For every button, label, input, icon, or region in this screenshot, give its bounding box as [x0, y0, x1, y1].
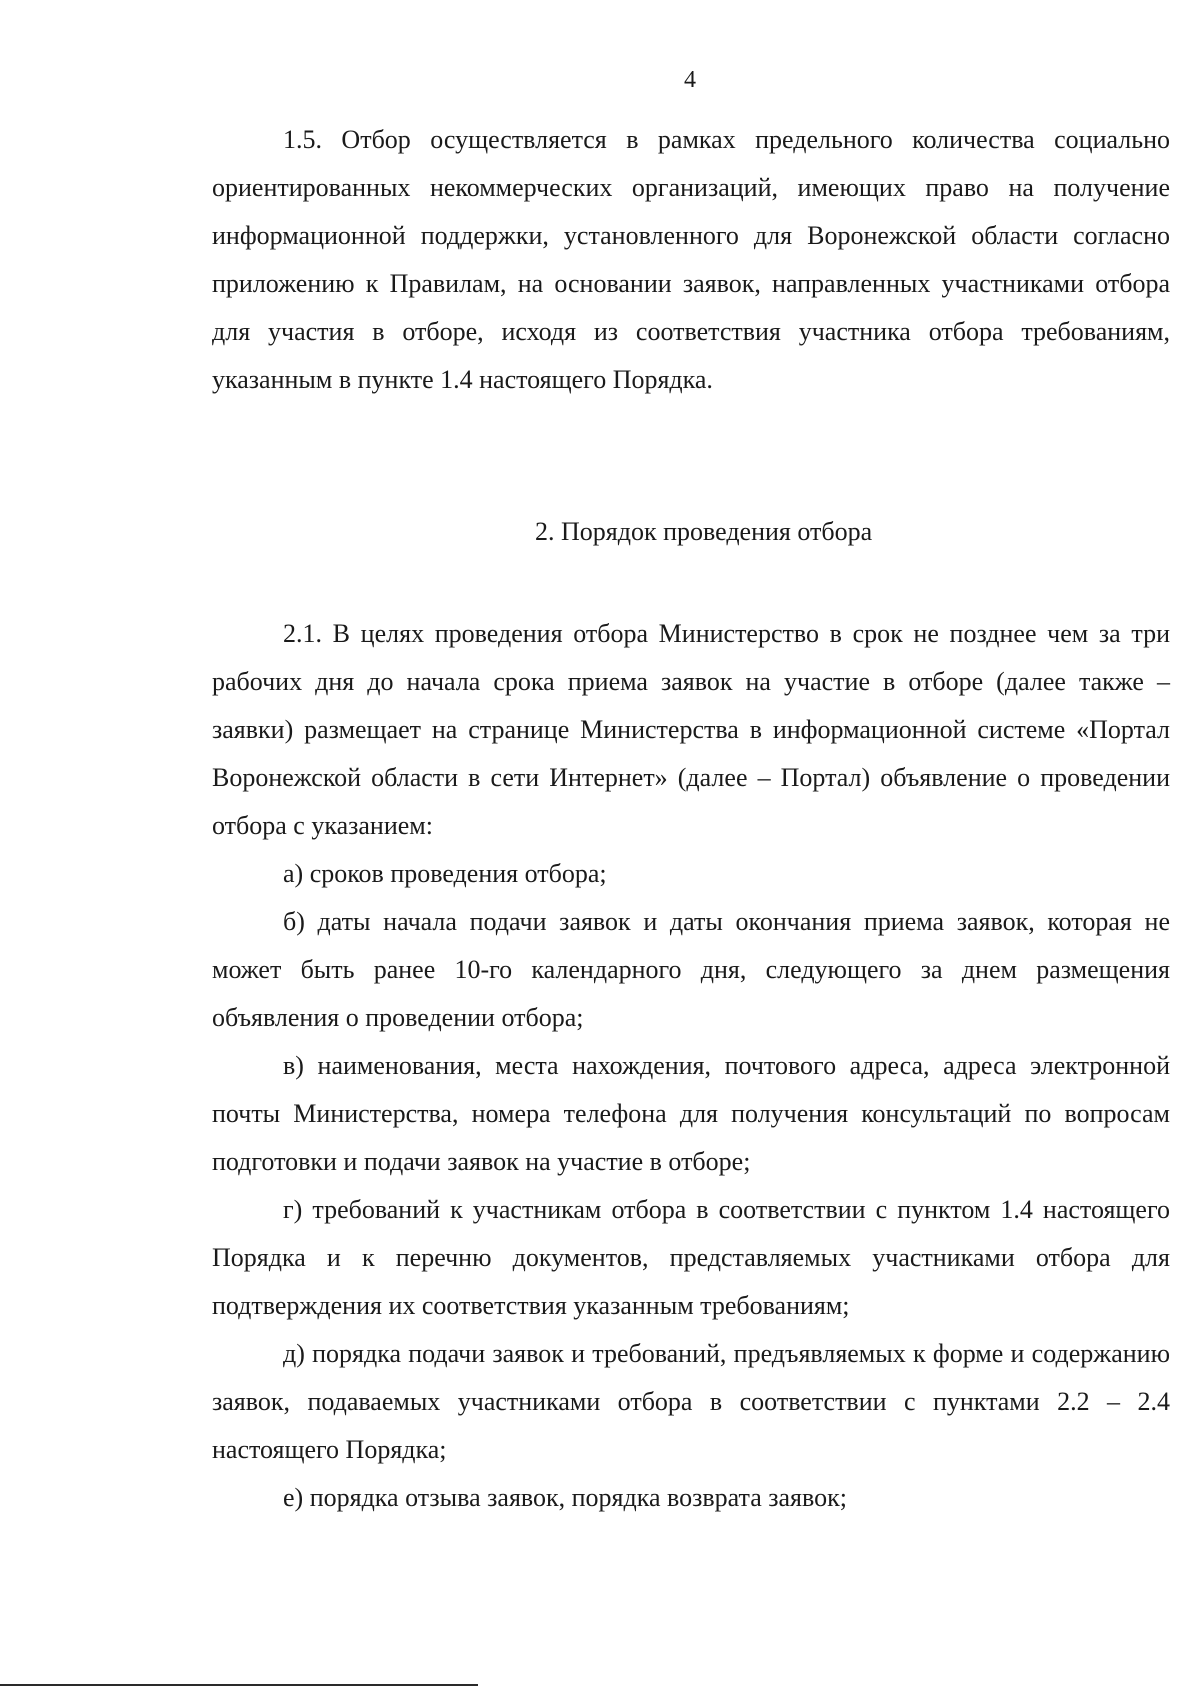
- section-2-heading: 2. Порядок проведения отбора: [535, 517, 873, 546]
- section-1-body: [212, 116, 1170, 404]
- paragraph-2-1: 2.1. В целях проведения отбора Министерство в срок не позднее чем за три рабочих дня до начала срока приема заявок на участие в отборе (далее также – заявки) размещает на странице Министерства в информационной системе «Портал Воронежской области в сети Интернет» (далее – Портал) объявление о проведении отбора с указанием:: [212, 619, 1170, 840]
- list-item-b: б) даты начала подачи заявок и даты окончания приема заявок, которая не может быть ранее 10-го календарного дня, следующего за днем размещения объявления о проведении отбора;: [212, 907, 1170, 1032]
- list-item-g: г) требований к участникам отбора в соответствии с пунктом 1.4 настоящего Порядка и к перечню документов, представляемых участниками отбора для подтверждения их соответствия указанным требованиям;: [212, 1195, 1170, 1320]
- list-item-v: в) наименования, места нахождения, почтового адреса, адреса электронной почты Министерства, номера телефона для получения консультаций по вопросам подготовки и подачи заявок на участие в отборе;: [212, 1051, 1170, 1176]
- list-item-a: а) сроков проведения отбора;: [283, 859, 607, 888]
- list-item-d: д) порядка подачи заявок и требований, предъявляемых к форме и содержанию заявок, подаваемых участниками отбора в соответствии с пунктами 2.2 – 2.4 настоящего Порядка;: [212, 1339, 1170, 1464]
- paragraph-1-5: 1.5. Отбор осуществляется в рамках предельного количества социально ориентированных некоммерческих организаций, имеющих право на получение информационной поддержки, установленного для Воронежской области согласно приложению к Правилам, на основании заявок, направленных участниками отбора для участия в отборе, исходя из соответствия участника отбора требованиям, указанным в пункте 1.4 настоящего Порядка.: [212, 125, 1170, 394]
- footer-rule: [0, 1684, 478, 1686]
- list-item-e: е) порядка отзыва заявок, порядка возврата заявок;: [283, 1483, 847, 1512]
- page-number: 4: [684, 67, 696, 93]
- section-2-body: [212, 610, 1170, 1522]
